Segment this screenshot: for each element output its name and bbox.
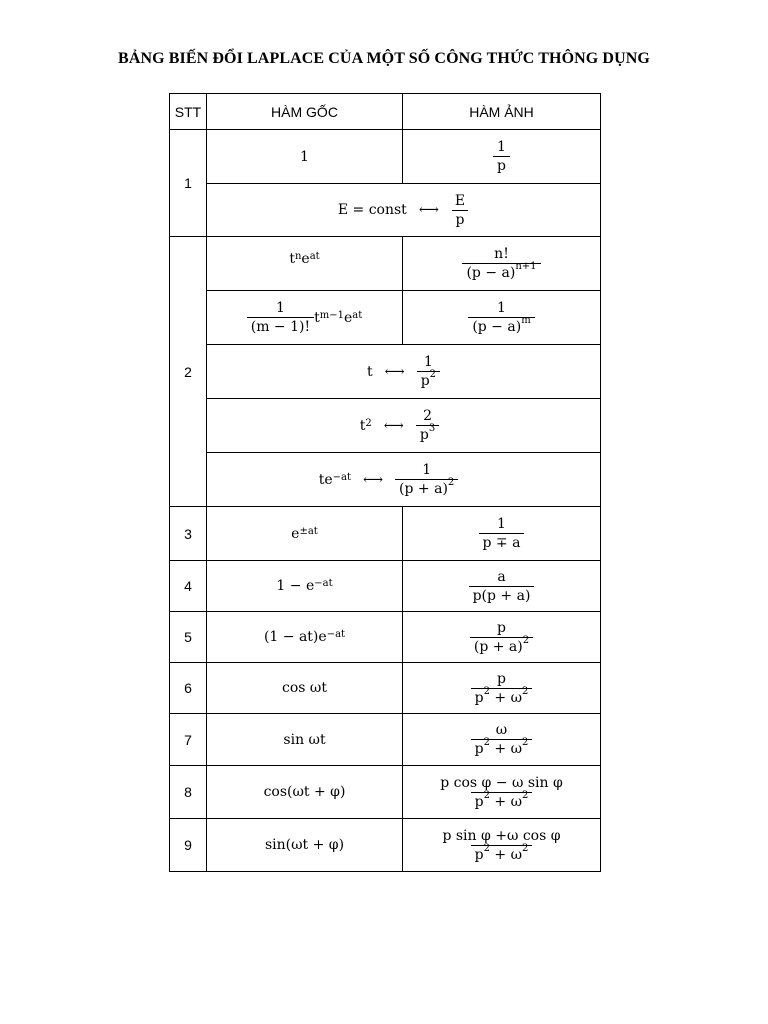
denominator-text: p [419,427,429,443]
base: te [318,471,333,488]
original-formula: sin ωt [283,731,326,748]
base: 1 − e [276,578,315,594]
numerator: ω [495,722,508,738]
exponent: 3 [428,423,436,435]
denominator-text: p [474,689,484,706]
merged-cell-2c [206,344,601,399]
original-formula: 1 − e $^{-at}$ [276,578,333,594]
exponent: 2 [447,477,455,489]
denominator: (m − 1)! [247,317,314,334]
image-cell-6 [402,662,601,714]
header-original-function: HÀM GỐC [206,93,403,130]
numerator: n! [494,246,509,262]
page-title: BẢNG BIẾN ĐỔI LAPLACE CỦA MỘT SỐ CÔNG THỨC THÔNG DỤNG [118,50,650,67]
original-cell-7 [206,713,403,766]
denominator [417,371,440,388]
arrow-symbol: ⟷ [362,471,384,488]
numerator: 1 [422,462,432,478]
numerator: p [497,619,506,636]
denominator-text: + ω [489,846,522,863]
original-formula: $\frac{1}{(m - 1)!}$ t $^{m-1}$ e $^{at}$ [247,301,363,334]
fraction [462,247,540,280]
original-formula: cos ωt [282,680,327,696]
exponent: 2 [522,685,529,697]
original-cell-6 [206,662,403,714]
base: t [289,250,295,267]
image-cell-2a [402,236,601,291]
stt-cell-2: 2 [169,236,207,507]
numerator: 1 [497,516,506,532]
denominator [471,685,533,706]
original-cell-2a [206,236,403,291]
exponent: 2 [522,789,529,801]
fraction [479,517,525,550]
stt-cell-7: 7 [169,713,207,766]
base: (1 − at)e [263,629,327,645]
fraction [469,570,535,603]
base: e [343,309,353,326]
fraction [417,355,440,388]
denominator-text: (p + a) [399,481,448,497]
denominator [471,739,533,756]
original-formula: cos(ωt + φ) [263,784,346,800]
numerator: 1 [275,300,285,316]
image-cell-2b [402,290,601,345]
fraction [471,672,533,705]
numerator: 1 [497,139,506,155]
fraction [451,194,469,227]
stt-cell-4: 4 [169,560,207,612]
exponent: 2 [483,685,490,697]
denominator [470,634,533,655]
numerator: p cos φ − ω sin φ [440,774,563,791]
denominator-text: (p − a) [466,265,516,281]
denominator: p(p + a) [469,586,535,603]
original-cell-4 [206,560,403,612]
original-formula: t $^n$ e $^{at}$ [289,250,320,267]
denominator-text: p [474,793,484,810]
stt-cell-3: 3 [169,506,207,561]
denominator [462,263,540,280]
fraction [416,409,439,442]
original-formula: 1 [300,148,309,165]
numerator: a [497,568,506,585]
image-cell-9 [402,818,601,872]
numerator: 2 [423,408,432,424]
exponent: 2 [522,737,529,749]
original-formula: te $^{-at}$ [318,471,351,488]
base: e [291,525,300,542]
fraction [471,723,533,756]
denominator: p [452,210,469,227]
numerator: p sin φ +ω cos φ [442,827,561,844]
fraction [395,463,458,496]
exponent: 2 [522,842,529,854]
denominator-text: p [420,373,430,389]
fraction [470,621,533,654]
image-cell-8 [402,765,601,819]
exponent: 2 [483,789,490,801]
fraction [438,829,564,862]
arrow-symbol: ⟷ [418,202,439,218]
denominator-text: + ω [489,793,522,810]
header-stt: STT [169,93,207,130]
image-cell-7 [402,713,601,766]
merged-cell-2e [206,452,601,507]
denominator [471,842,533,863]
numerator: 1 [423,354,433,370]
fraction [436,776,567,809]
arrow-symbol: ⟷ [384,363,405,380]
original-formula: t [366,363,373,380]
original-cell-5 [206,611,403,663]
original-cell-9 [206,818,403,872]
merged-cell-2d [206,398,601,453]
base: t [359,417,366,434]
exponent: m [521,315,531,327]
base: t [314,309,320,326]
exponent: n+1 [515,261,537,273]
denominator [416,425,439,442]
merged-cell-1b [206,183,601,237]
original-cell-1a [206,129,403,184]
original-cell-2b [206,290,403,345]
denominator-text: p [474,846,484,863]
image-cell-5 [402,611,601,663]
denominator [395,479,458,496]
original-formula: E = const [337,202,407,218]
image-cell-4 [402,560,601,612]
denominator-text: (p − a) [472,319,522,335]
original-formula: e $^{\pm at}$ [291,525,318,542]
original-cell-8 [206,765,403,819]
denominator-text: + ω [489,689,522,706]
fraction [247,301,314,334]
denominator [471,789,533,810]
denominator: p ∓ a [479,533,525,550]
stt-cell-8: 8 [169,765,207,819]
numerator: 1 [497,300,506,316]
exponent: 2 [429,369,437,381]
original-formula: (1 − at)e $^{-at}$ [263,629,346,645]
stt-cell-6: 6 [169,662,207,714]
exponent: 2 [522,634,530,646]
fraction [468,301,534,334]
exponent: 2 [483,842,490,854]
denominator-text: (p + a) [473,638,523,655]
stt-cell-9: 9 [169,818,207,872]
original-formula: t $^2$ [359,417,372,434]
denominator-text: + ω [489,741,522,757]
denominator [468,317,534,334]
image-cell-1a [402,129,601,184]
exponent: 2 [483,737,490,749]
denominator: p [493,156,510,173]
original-formula: sin(ωt + φ) [264,837,345,853]
base: e [301,250,310,267]
stt-cell-5: 5 [169,611,207,663]
header-image-function: HÀM ẢNH [402,93,601,130]
original-cell-3 [206,506,403,561]
numerator: E [454,192,466,209]
stt-cell-1: 1 [169,129,207,237]
arrow-symbol: ⟷ [383,417,404,434]
fraction [493,140,510,173]
image-cell-3 [402,506,601,561]
denominator-text: p [474,741,484,757]
numerator: p [497,670,506,687]
